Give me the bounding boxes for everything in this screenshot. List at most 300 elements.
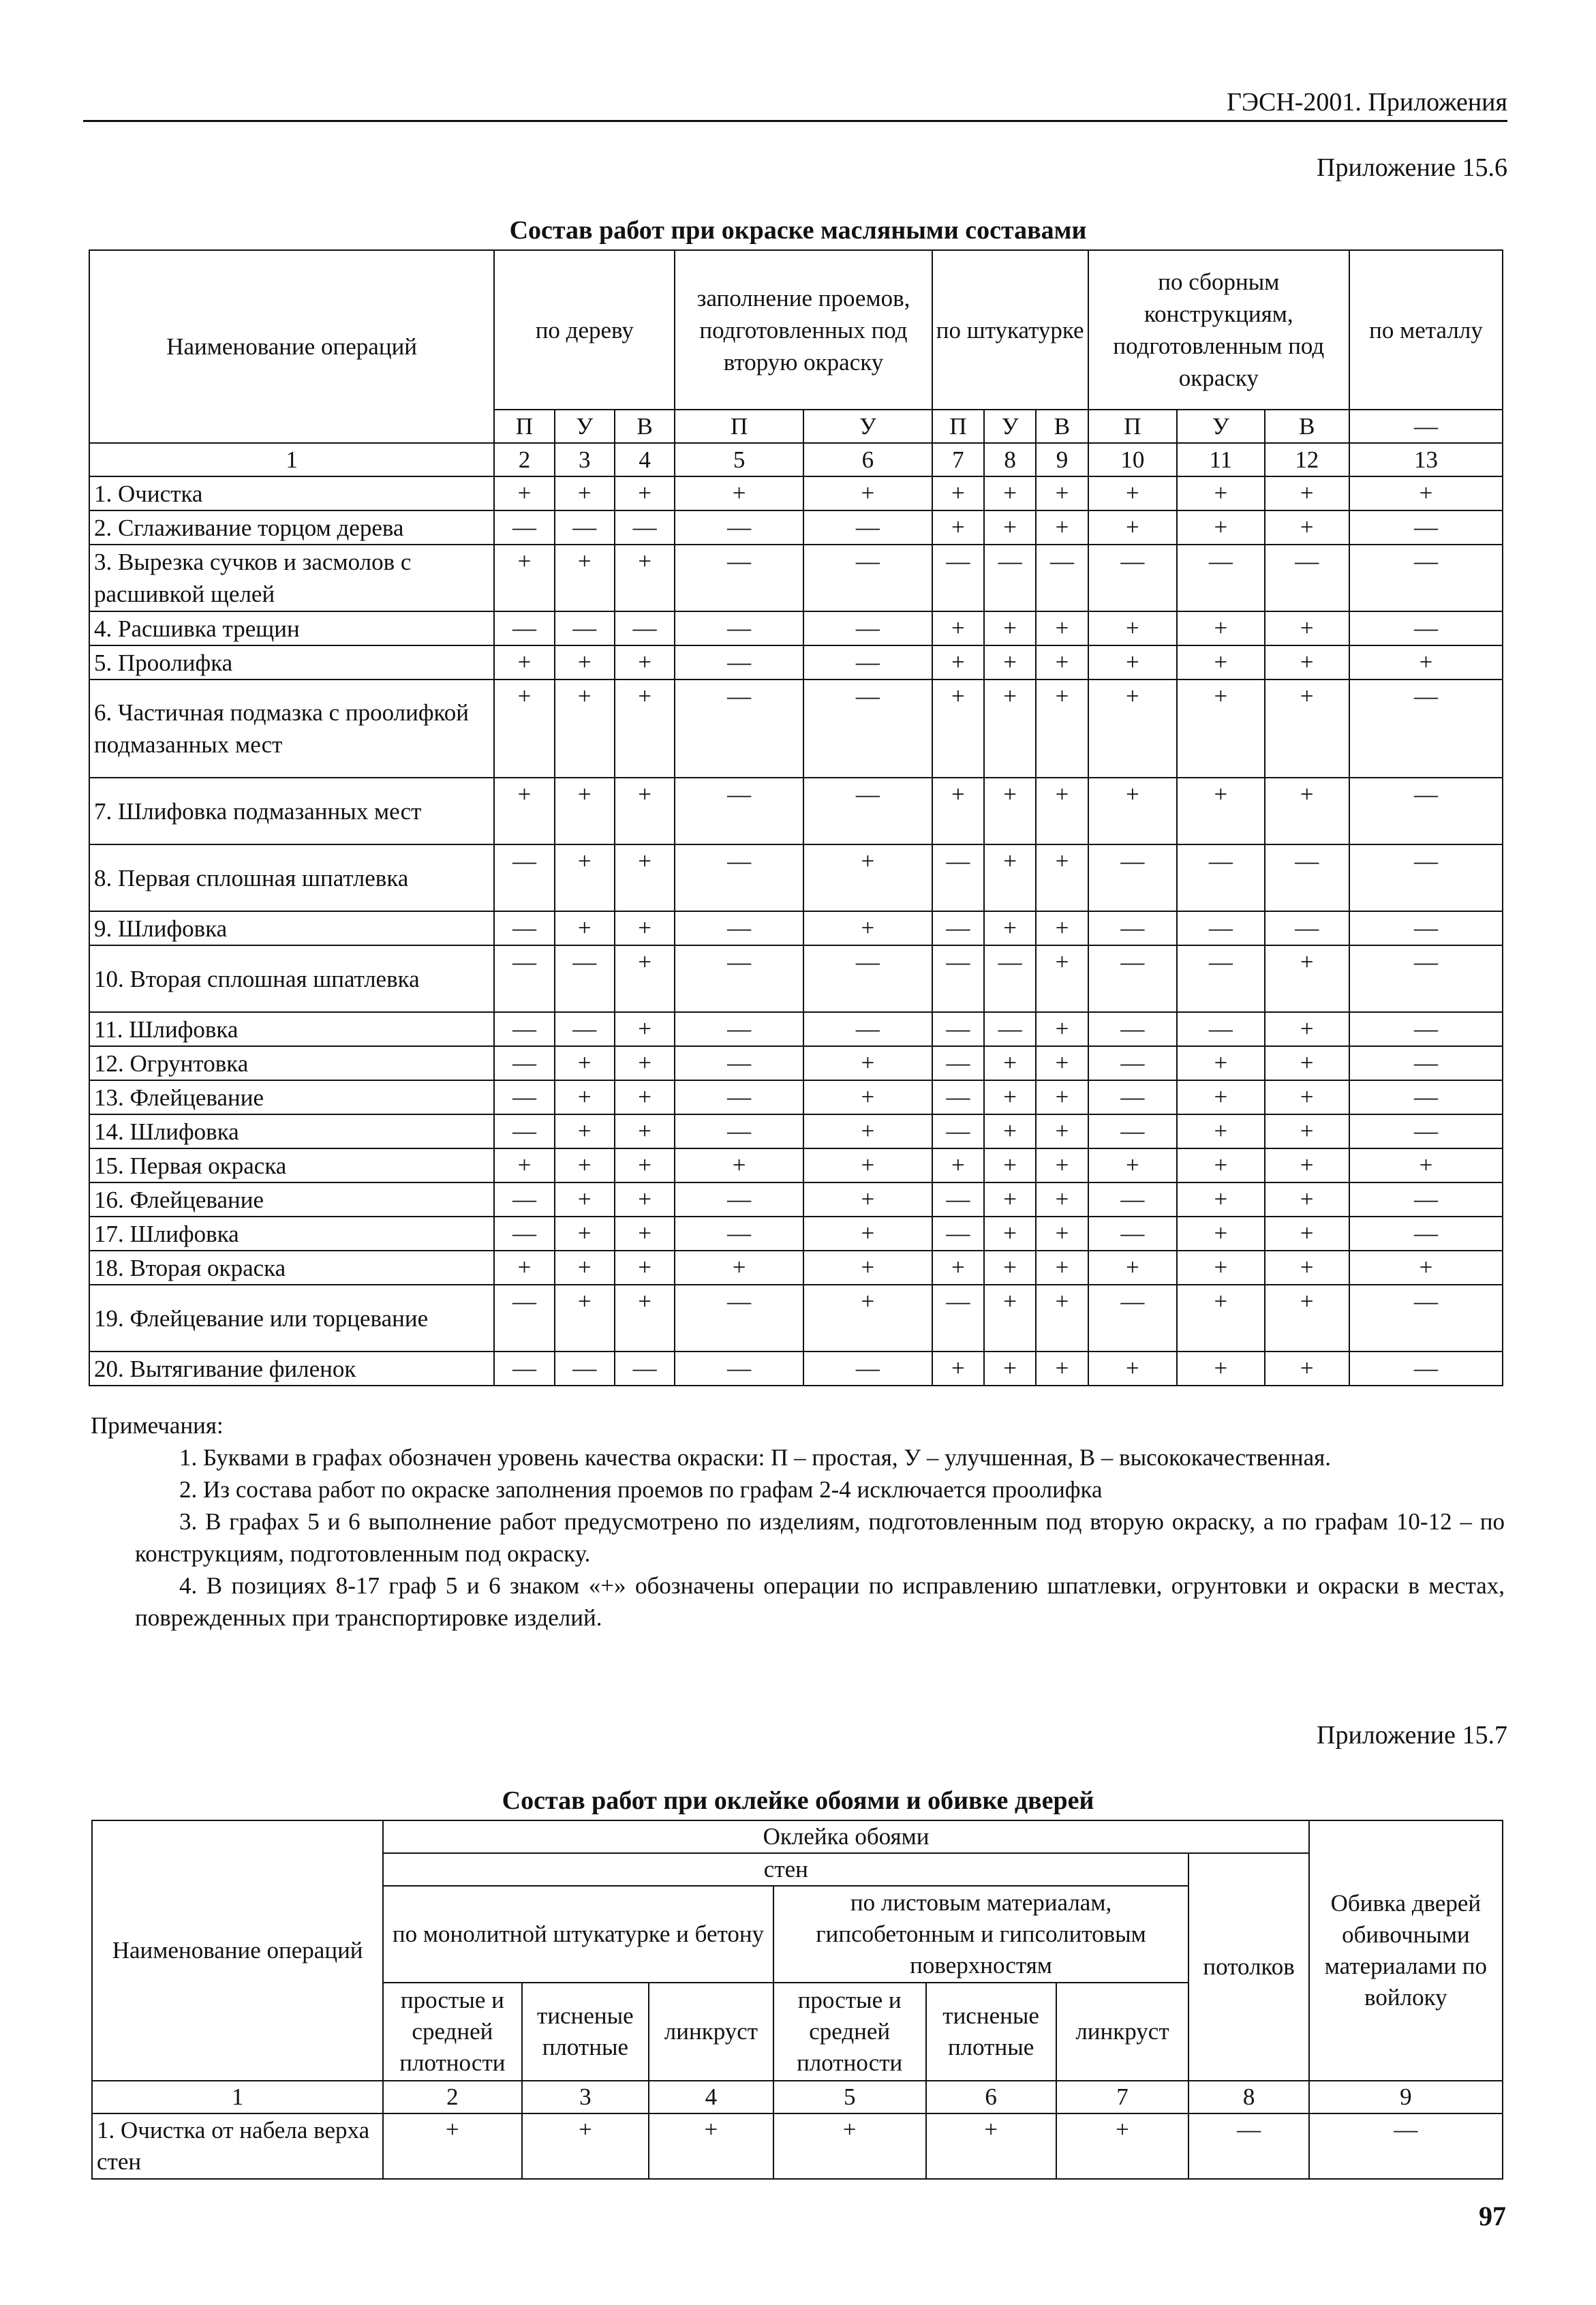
value-cell: —	[803, 945, 932, 1012]
value-cell: +	[984, 645, 1036, 680]
operation-name: 11. Шлифовка	[89, 1012, 494, 1046]
operation-name: 6. Частичная подмазка с проолифкой подмазанных мест	[89, 680, 494, 778]
operation-name: 14. Шлифовка	[89, 1114, 494, 1148]
value-cell: +	[932, 1352, 984, 1386]
value-cell: —	[1349, 1012, 1503, 1046]
value-cell: —	[1349, 680, 1503, 778]
value-cell: +	[984, 1148, 1036, 1182]
quality-cell: У	[984, 410, 1036, 443]
value-cell: +	[555, 1217, 615, 1251]
table2-title: Состав работ при оклейке обоями и обивке дверей	[502, 1786, 1094, 1815]
value-cell: —	[932, 1182, 984, 1217]
value-cell: —	[932, 844, 984, 911]
value-cell: —	[675, 545, 803, 611]
notes-block	[91, 1409, 1505, 1634]
operation-name: 1. Очистка	[89, 476, 494, 510]
quality-cell: У	[555, 410, 615, 443]
value-cell: +	[1177, 1046, 1264, 1080]
value-cell: +	[1349, 645, 1503, 680]
t2-column-number: 9	[1309, 2081, 1503, 2113]
value-cell: —	[1349, 1182, 1503, 1217]
operation-name: 19. Флейцевание или торцевание	[89, 1285, 494, 1352]
value-cell: +	[615, 1148, 675, 1182]
value-cell: +	[1265, 1046, 1349, 1080]
value-cell: +	[1036, 1080, 1088, 1114]
value-cell: —	[1349, 911, 1503, 945]
value-cell: +	[803, 1217, 932, 1251]
value-cell: +	[1177, 1114, 1264, 1148]
t2-type-cell: простые и средней плотности	[383, 1983, 521, 2081]
value-cell: —	[1349, 1285, 1503, 1352]
value-cell: —	[675, 1182, 803, 1217]
value-cell: —	[1309, 2113, 1503, 2179]
value-cell: +	[1036, 1352, 1088, 1386]
value-cell: +	[615, 1012, 675, 1046]
t2-group-walls: стен	[383, 1853, 1188, 1886]
value-cell: —	[494, 1217, 554, 1251]
value-cell: +	[1036, 911, 1088, 945]
value-cell: +	[1036, 945, 1088, 1012]
value-cell: +	[1265, 680, 1349, 778]
operation-name: 10. Вторая сплошная шпатлевка	[89, 945, 494, 1012]
group-wood-header: по дереву	[494, 250, 675, 410]
value-cell: +	[494, 1251, 554, 1285]
value-cell: —	[494, 1012, 554, 1046]
value-cell: +	[984, 1251, 1036, 1285]
group-metal-header: по металлу	[1349, 250, 1503, 410]
value-cell: —	[1088, 1046, 1178, 1080]
value-cell: +	[803, 1251, 932, 1285]
value-cell: —	[675, 1080, 803, 1114]
value-cell: +	[494, 778, 554, 844]
value-cell: —	[1088, 1285, 1178, 1352]
value-cell: +	[555, 680, 615, 778]
value-cell: +	[932, 645, 984, 680]
t2-column-number: 8	[1188, 2081, 1308, 2113]
painting-operations-table	[89, 249, 1503, 1386]
column-number: 8	[984, 443, 1036, 476]
value-cell: —	[1349, 778, 1503, 844]
value-cell: +	[803, 1114, 932, 1148]
value-cell: —	[494, 510, 554, 545]
value-cell: +	[932, 680, 984, 778]
value-cell: +	[1265, 645, 1349, 680]
t2-sub-sheet: по листовым материалам, гипсобетонным и гипсолитовым поверхностям	[773, 1886, 1189, 1983]
value-cell: +	[1036, 1046, 1088, 1080]
value-cell: —	[932, 1285, 984, 1352]
value-cell: +	[1036, 1182, 1088, 1217]
value-cell: +	[1036, 844, 1088, 911]
value-cell: —	[984, 1012, 1036, 1046]
table-row	[89, 911, 1503, 945]
value-cell: —	[1177, 545, 1264, 611]
t2-col-ceiling-header: потолков	[1188, 1853, 1308, 2081]
value-cell: +	[1036, 611, 1088, 645]
value-cell: +	[494, 645, 554, 680]
value-cell: +	[1265, 611, 1349, 645]
value-cell: +	[1088, 611, 1178, 645]
column-number: 2	[494, 443, 554, 476]
value-cell: —	[555, 1352, 615, 1386]
value-cell: +	[984, 1285, 1036, 1352]
table-row	[92, 2113, 1503, 2179]
operation-name: 4. Расшивка трещин	[89, 611, 494, 645]
value-cell: +	[615, 1182, 675, 1217]
quality-cell: В	[1265, 410, 1349, 443]
value-cell: +	[555, 911, 615, 945]
column-number: 11	[1177, 443, 1264, 476]
value-cell: +	[1265, 1148, 1349, 1182]
operation-name: 2. Сглаживание торцом дерева	[89, 510, 494, 545]
value-cell: —	[494, 1080, 554, 1114]
appendix-label-15-7: Приложение 15.7	[1317, 1721, 1507, 1750]
value-cell: —	[932, 1217, 984, 1251]
value-cell: —	[555, 510, 615, 545]
value-cell: +	[1349, 1148, 1503, 1182]
group-openings-header: заполнение проемов, подготовленных под вторую окраску	[675, 250, 932, 410]
value-cell: —	[675, 778, 803, 844]
operation-name: 3. Вырезка сучков и засмолов с расшивкой щелей	[89, 545, 494, 611]
value-cell: +	[494, 545, 554, 611]
value-cell: +	[1056, 2113, 1189, 2179]
value-cell: +	[1177, 1352, 1264, 1386]
value-cell: +	[1036, 510, 1088, 545]
value-cell: +	[1088, 1148, 1178, 1182]
table-row	[89, 1182, 1503, 1217]
value-cell: +	[1036, 476, 1088, 510]
value-cell: +	[494, 476, 554, 510]
value-cell: —	[1088, 1114, 1178, 1148]
value-cell: +	[1036, 778, 1088, 844]
table1-title: Состав работ при окраске масляными составами	[509, 216, 1087, 245]
value-cell: +	[1088, 1352, 1178, 1386]
value-cell: —	[932, 1046, 984, 1080]
value-cell: +	[1265, 945, 1349, 1012]
value-cell: —	[555, 945, 615, 1012]
value-cell: +	[1036, 1148, 1088, 1182]
table-row	[89, 545, 1503, 611]
value-cell: +	[1088, 778, 1178, 844]
t2-type-cell: тисненые плотные	[522, 1983, 649, 2081]
value-cell: +	[555, 645, 615, 680]
value-cell: +	[1088, 510, 1178, 545]
table-row	[89, 1012, 1503, 1046]
value-cell: +	[1177, 1285, 1264, 1352]
column-number: 5	[675, 443, 803, 476]
value-cell: +	[984, 476, 1036, 510]
value-cell: —	[675, 1046, 803, 1080]
value-cell: —	[615, 510, 675, 545]
value-cell: —	[675, 844, 803, 911]
t2-column-number: 7	[1056, 2081, 1189, 2113]
value-cell: —	[1349, 1080, 1503, 1114]
value-cell: +	[615, 545, 675, 611]
value-cell: +	[555, 844, 615, 911]
value-cell: —	[615, 1352, 675, 1386]
value-cell: +	[1265, 1285, 1349, 1352]
quality-cell: У	[1177, 410, 1264, 443]
value-cell: —	[1177, 945, 1264, 1012]
column-number: 6	[803, 443, 932, 476]
value-cell: +	[984, 1080, 1036, 1114]
t2-column-number: 1	[92, 2081, 383, 2113]
value-cell: —	[675, 911, 803, 945]
t2-col-operation-header: Наименование операций	[92, 1820, 383, 2081]
value-cell: +	[615, 1217, 675, 1251]
value-cell: —	[984, 545, 1036, 611]
value-cell: —	[803, 645, 932, 680]
value-cell: —	[1349, 945, 1503, 1012]
value-cell: +	[803, 1182, 932, 1217]
value-cell: —	[932, 1080, 984, 1114]
table-row	[89, 1148, 1503, 1182]
value-cell: +	[1177, 778, 1264, 844]
operation-name: 17. Шлифовка	[89, 1217, 494, 1251]
value-cell: +	[803, 1285, 932, 1352]
operation-name: 8. Первая сплошная шпатлевка	[89, 844, 494, 911]
value-cell: +	[1177, 680, 1264, 778]
column-number: 7	[932, 443, 984, 476]
col-operation-header: Наименование операций	[89, 250, 494, 443]
t2-type-cell: линкруст	[649, 1983, 773, 2081]
value-cell: +	[1265, 1114, 1349, 1148]
value-cell: —	[675, 680, 803, 778]
value-cell: +	[803, 1080, 932, 1114]
wallpaper-operations-table	[91, 1820, 1503, 2180]
value-cell: —	[1349, 510, 1503, 545]
value-cell: —	[1177, 844, 1264, 911]
value-cell: +	[1177, 1251, 1264, 1285]
quality-cell: П	[1088, 410, 1178, 443]
value-cell: +	[615, 680, 675, 778]
value-cell: +	[1265, 1012, 1349, 1046]
value-cell: +	[1177, 645, 1264, 680]
value-cell: +	[932, 1251, 984, 1285]
value-cell: —	[932, 1114, 984, 1148]
value-cell: —	[1088, 1217, 1178, 1251]
operation-name: 9. Шлифовка	[89, 911, 494, 945]
column-number: 9	[1036, 443, 1088, 476]
value-cell: +	[1265, 1217, 1349, 1251]
quality-cell: У	[803, 410, 932, 443]
table-row	[89, 680, 1503, 778]
value-cell: —	[803, 778, 932, 844]
value-cell: —	[1088, 1080, 1178, 1114]
value-cell: —	[1349, 545, 1503, 611]
value-cell: —	[1349, 1217, 1503, 1251]
value-cell: —	[675, 510, 803, 545]
value-cell: +	[803, 911, 932, 945]
value-cell: —	[1177, 1012, 1264, 1046]
value-cell: —	[494, 611, 554, 645]
value-cell: —	[555, 611, 615, 645]
column-number: 1	[89, 443, 494, 476]
group-plaster-header: по штукатурке	[932, 250, 1088, 410]
value-cell: —	[803, 510, 932, 545]
value-cell: +	[1088, 1251, 1178, 1285]
value-cell: —	[803, 680, 932, 778]
value-cell: —	[932, 1012, 984, 1046]
t2-type-cell: линкруст	[1056, 1983, 1189, 2081]
table-row	[89, 1352, 1503, 1386]
value-cell: +	[1177, 1080, 1264, 1114]
value-cell: —	[803, 1352, 932, 1386]
value-cell: +	[1088, 680, 1178, 778]
value-cell: +	[555, 1148, 615, 1182]
value-cell: —	[1036, 545, 1088, 611]
value-cell: +	[615, 911, 675, 945]
t2-sub-monolith: по монолитной штукатурке и бетону	[383, 1886, 773, 1983]
value-cell: +	[1177, 1217, 1264, 1251]
value-cell: +	[615, 1251, 675, 1285]
quality-cell: П	[932, 410, 984, 443]
value-cell: —	[555, 1012, 615, 1046]
operation-name: 12. Огрунтовка	[89, 1046, 494, 1080]
table-row	[89, 1046, 1503, 1080]
value-cell: +	[615, 645, 675, 680]
table-row	[89, 1080, 1503, 1114]
value-cell: +	[1265, 778, 1349, 844]
value-cell: +	[555, 1285, 615, 1352]
operation-name: 1. Очистка от набела верха стен	[92, 2113, 383, 2179]
value-cell: —	[803, 1012, 932, 1046]
table-row	[89, 844, 1503, 911]
value-cell: +	[984, 844, 1036, 911]
value-cell: +	[1349, 476, 1503, 510]
table-row	[89, 611, 1503, 645]
value-cell: —	[494, 911, 554, 945]
operation-name: 20. Вытягивание филенок	[89, 1352, 494, 1386]
operation-name: 16. Флейцевание	[89, 1182, 494, 1217]
value-cell: +	[555, 1114, 615, 1148]
value-cell: +	[1036, 1285, 1088, 1352]
value-cell: —	[1088, 1182, 1178, 1217]
page-number: 97	[1479, 2201, 1506, 2231]
value-cell: +	[555, 1251, 615, 1285]
t2-column-number: 3	[522, 2081, 649, 2113]
operation-name: 15. Первая окраска	[89, 1148, 494, 1182]
value-cell: —	[675, 1217, 803, 1251]
value-cell: —	[615, 611, 675, 645]
value-cell: +	[649, 2113, 773, 2179]
table-row	[89, 778, 1503, 844]
value-cell: +	[803, 1148, 932, 1182]
value-cell: —	[494, 1182, 554, 1217]
column-number: 13	[1349, 443, 1503, 476]
value-cell: +	[984, 510, 1036, 545]
value-cell: —	[1265, 911, 1349, 945]
table1-body	[89, 476, 1503, 1386]
value-cell: +	[1036, 645, 1088, 680]
value-cell: —	[1265, 545, 1349, 611]
value-cell: +	[984, 1046, 1036, 1080]
value-cell: +	[615, 1285, 675, 1352]
value-cell: +	[984, 680, 1036, 778]
quality-cell: В	[615, 410, 675, 443]
column-number: 12	[1265, 443, 1349, 476]
column-number: 10	[1088, 443, 1178, 476]
value-cell: +	[932, 510, 984, 545]
value-cell: —	[1088, 911, 1178, 945]
operation-name: 18. Вторая окраска	[89, 1251, 494, 1285]
value-cell: —	[1349, 1046, 1503, 1080]
value-cell: —	[1265, 844, 1349, 911]
column-number: 3	[555, 443, 615, 476]
operation-name: 13. Флейцевание	[89, 1080, 494, 1114]
value-cell: +	[773, 2113, 926, 2179]
value-cell: +	[675, 1251, 803, 1285]
value-cell: +	[1349, 1251, 1503, 1285]
value-cell: —	[1349, 611, 1503, 645]
value-cell: +	[675, 476, 803, 510]
value-cell: —	[803, 611, 932, 645]
value-cell: +	[1265, 510, 1349, 545]
value-cell: —	[675, 1352, 803, 1386]
value-cell: +	[984, 611, 1036, 645]
value-cell: +	[1088, 645, 1178, 680]
value-cell: +	[926, 2113, 1056, 2179]
t2-column-number: 5	[773, 2081, 926, 2113]
value-cell: +	[1265, 476, 1349, 510]
value-cell: —	[1349, 844, 1503, 911]
table-row	[89, 1285, 1503, 1352]
running-header: ГЭСН-2001. Приложения	[1226, 88, 1507, 117]
value-cell: +	[555, 476, 615, 510]
notes-heading: Примечания:	[91, 1412, 224, 1439]
value-cell: —	[803, 545, 932, 611]
value-cell: +	[932, 476, 984, 510]
value-cell: —	[932, 945, 984, 1012]
value-cell: —	[494, 945, 554, 1012]
value-cell: +	[1036, 1251, 1088, 1285]
value-cell: —	[494, 844, 554, 911]
value-cell: +	[615, 476, 675, 510]
value-cell: +	[932, 1148, 984, 1182]
value-cell: —	[1088, 1012, 1178, 1046]
value-cell: +	[522, 2113, 649, 2179]
value-cell: —	[675, 645, 803, 680]
value-cell: +	[803, 1046, 932, 1080]
value-cell: —	[1177, 911, 1264, 945]
value-cell: —	[494, 1114, 554, 1148]
value-cell: +	[1036, 1217, 1088, 1251]
group-prefab-header: по сборным конструкциям, подготовленным под окраску	[1088, 250, 1349, 410]
operation-name: 5. Проолифка	[89, 645, 494, 680]
value-cell: +	[1265, 1182, 1349, 1217]
table-row	[89, 1114, 1503, 1148]
value-cell: +	[615, 1114, 675, 1148]
value-cell: +	[615, 945, 675, 1012]
value-cell: —	[675, 611, 803, 645]
value-cell: +	[984, 1352, 1036, 1386]
value-cell: +	[1036, 680, 1088, 778]
table-row	[89, 1217, 1503, 1251]
quality-cell: П	[494, 410, 554, 443]
quality-cell: П	[675, 410, 803, 443]
table-row	[89, 476, 1503, 510]
value-cell: —	[675, 1285, 803, 1352]
value-cell: +	[1088, 476, 1178, 510]
column-number: 4	[615, 443, 675, 476]
quality-cell: В	[1036, 410, 1088, 443]
value-cell: +	[615, 844, 675, 911]
value-cell: +	[1265, 1080, 1349, 1114]
note-item: 2. Из состава работ по окраске заполнения проемов по графам 2-4 исключается проолифка	[179, 1476, 1103, 1503]
value-cell: +	[615, 778, 675, 844]
table-row	[89, 510, 1503, 545]
value-cell: +	[1177, 476, 1264, 510]
value-cell: +	[555, 778, 615, 844]
